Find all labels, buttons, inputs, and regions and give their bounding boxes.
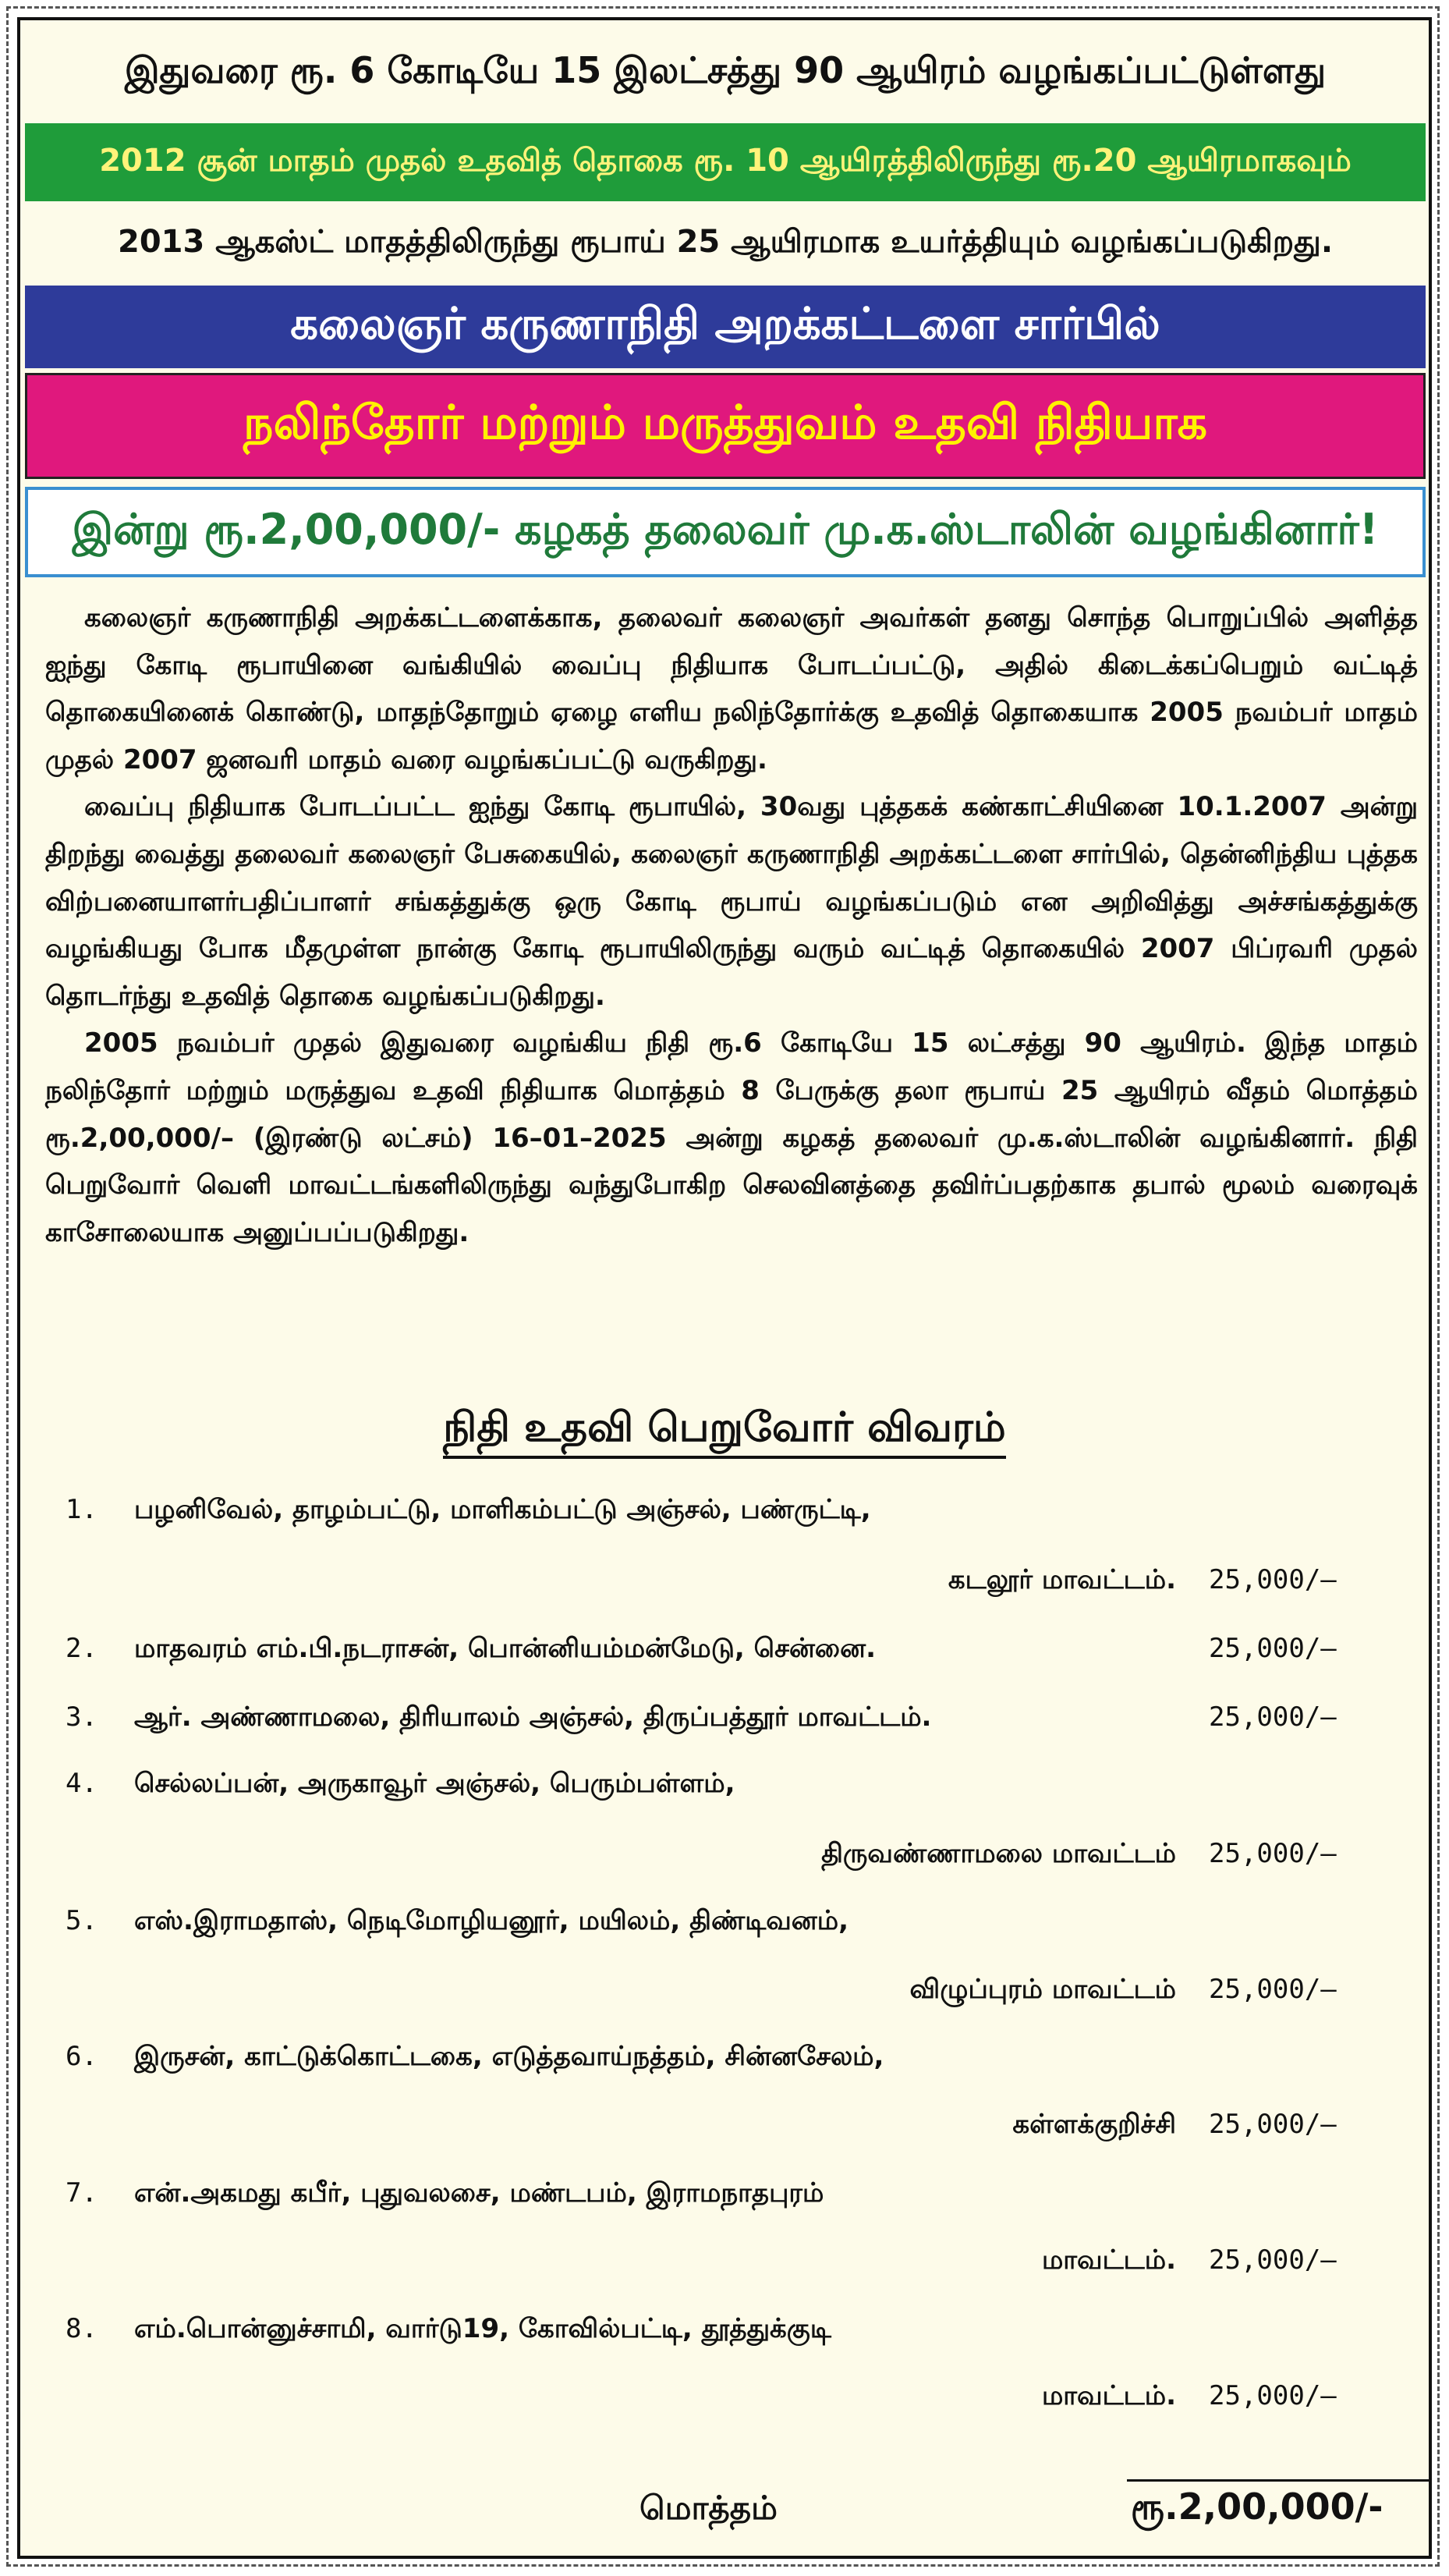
recipient-amount: 25,000/– — [1209, 1633, 1337, 1664]
recipient-name-address: மாதவரம் எம்.பி.நடராசன், பொன்னியம்மன்மேடு, சென்னை. — [134, 1633, 876, 1664]
recipient-district: திருவண்ணாமலை மாவட்டம் — [821, 1838, 1176, 1869]
recipient-name-address: ஆர். அண்ணாமலை, திரியாலம் அஞ்சல், திருப்பத்தூர் மாவட்டம். — [134, 1701, 932, 1733]
recipient-number: 7. — [66, 2177, 97, 2209]
recipient-district: மாவட்டம். — [1041, 2380, 1176, 2411]
recipient-amount: 25,000/– — [1209, 2244, 1337, 2276]
recipient-name-address: பழனிவேல், தாழம்பட்டு, மாளிகம்பட்டு அஞ்சல், பண்ருட்டி, — [134, 1494, 871, 1525]
total-divider — [1127, 2479, 1431, 2482]
recipient-number: 4. — [66, 1768, 97, 1799]
recipient-number: 8. — [66, 2313, 97, 2344]
recipient-name-address: எம்.பொன்னுச்சாமி, வார்டு19, கோவில்பட்டி, தூத்துக்குடி — [134, 2313, 831, 2344]
recipient-name-address: இருசன், காட்டுக்கொட்டகை, எடுத்தவாய்நத்தம், சின்னசேலம், — [134, 2041, 884, 2072]
recipient-district: மாவட்டம். — [1041, 2244, 1176, 2276]
header-line-2012-increase: 2012 சூன் மாதம் முதல் உதவித் தொகை ரூ. 10 ஆயிரத்திலிருந்து ரூ.20 ஆயிரமாகவும் — [25, 123, 1426, 201]
recipient-district: கள்ளக்குறிச்சி — [1012, 2109, 1176, 2140]
recipient-amount: 25,000/– — [1209, 1838, 1337, 1869]
recipient-district: கடலூர் மாவட்டம். — [948, 1564, 1176, 1595]
total-amount: ரூ.2,00,000/- — [1131, 2486, 1383, 2528]
header-line-2013-increase: 2013 ஆகஸ்ட் மாதத்திலிருந்து ரூபாய் 25 ஆயிரமாக உயர்த்தியும் வழங்கப்படுகிறது. — [117, 223, 1334, 260]
recipient-name-address: செல்லப்பன், அருகாவூர் அஞ்சல், பெரும்பள்ளம், — [134, 1768, 735, 1799]
section-title-text: நிதி உதவி பெறுவோர் விவரம் — [443, 1404, 1005, 1459]
recipient-amount: 25,000/– — [1209, 1974, 1337, 2005]
section-title — [0, 1404, 1449, 1457]
paragraph: கலைஞர் கருணாநிதி அறக்கட்டளைக்காக, தலைவர் கலைஞர் அவர்கள் தனது சொந்த பொறுப்பில் அளித்த ஐந்து கோடி ரூபாயினை வங்கியில் வைப்பு நிதியாக போடப்பட்டு, அதில் கிடைக்கப்பெறும் வட்டித் தொகையினைக் கொண்டு, மாதந்தோறும் ஏழை எளிய நலிந்தோர்க்கு உதவித் தொகையாக 2005 நவம்பர் மாதம் முதல் 2007 ஜனவரி மாதம் வரை வழங்கப்பட்டு வருகிறது. — [45, 602, 1418, 775]
recipient-amount: 25,000/– — [1209, 1564, 1337, 1595]
article-body — [45, 594, 1418, 1256]
paragraph: வைப்பு நிதியாக போடப்பட்ட ஐந்து கோடி ரூபாயில், 30வது புத்தகக் கண்காட்சியினை 10.1.2007 அன்று திறந்து வைத்து தலைவர் கலைஞர் பேசுகையில், கலைஞர் கருணாநிதி அறக்கட்டளை சார்பில், தென்னிந்திய புத்தக விற்பனையாளர்பதிப்பாளர் சங்கத்துக்கு ஒரு கோடி ரூபாய் வழங்கப்படும் என அறிவித்து அச்சங்கத்துக்கு வழங்கியது போக மீதமுள்ள நான்கு கோடி ரூபாயிலிருந்து வரும் வட்டித் தொகையில் 2007 பிப்ரவரி முதல் தொடர்ந்து உதவித் தொகை வழங்கப்படுகிறது. — [45, 791, 1418, 1012]
header-line-total-disbursed: இதுவரை ரூ. 6 கோடியே 15 இலட்சத்து 90 ஆயிரம் வழங்கப்பட்டுள்ளது — [124, 48, 1327, 91]
announcement-headline: இன்று ரூ.2,00,000/- கழகத் தலைவர் மு.க.ஸ்டாலின் வழங்கினார்! — [25, 487, 1426, 577]
recipient-amount: 25,000/– — [1209, 2109, 1337, 2140]
recipient-amount: 25,000/– — [1209, 1701, 1337, 1733]
total-label: மொத்தம் — [639, 2489, 778, 2527]
recipient-number: 2. — [66, 1633, 97, 1664]
recipient-number: 3. — [66, 1701, 97, 1733]
recipient-district: விழுப்புரம் மாவட்டம் — [909, 1974, 1176, 2005]
recipient-name-address: என்.அகமது கபீர், புதுவலசை, மண்டபம், இராமநாதபுரம் — [134, 2177, 824, 2209]
paragraph: 2005 நவம்பர் முதல் இதுவரை வழங்கிய நிதி ரூ.6 கோடியே 15 லட்சத்து 90 ஆயிரம். இந்த மாதம் நலிந்தோர் மற்றும் மருத்துவ உதவி நிதியாக மொத்தம் 8 பேருக்கு தலா ரூபாய் 25 ஆயிரம் வீதம் மொத்தம் ரூ.2,00,000/– (இரண்டு லட்சம்) 16–01–2025 அன்று கழகத் தலைவர் மு.க.ஸ்டாலின் வழங்கினார். நிதி பெறுவோர் வெளி மாவட்டங்களிலிருந்து வந்துபோகிற செலவினத்தை தவிர்ப்பதற்காக தபால் மூலம் வரைவுக் காசோலையாக அனுப்பப்படுகிறது. — [45, 1027, 1418, 1248]
fund-purpose-banner: நலிந்தோர் மற்றும் மருத்துவம் உதவி நிதியாக — [25, 373, 1426, 479]
recipient-number: 6. — [66, 2041, 97, 2072]
recipient-name-address: எஸ்.இராமதாஸ், நெடிமோழியனூர், மயிலம், திண்டிவனம், — [134, 1905, 849, 1936]
recipient-amount: 25,000/– — [1209, 2380, 1337, 2411]
recipient-number: 5. — [66, 1905, 97, 1936]
recipient-number: 1. — [66, 1494, 97, 1525]
trust-name-banner: கலைஞர் கருணாநிதி அறக்கட்டளை சார்பில் — [25, 286, 1426, 368]
